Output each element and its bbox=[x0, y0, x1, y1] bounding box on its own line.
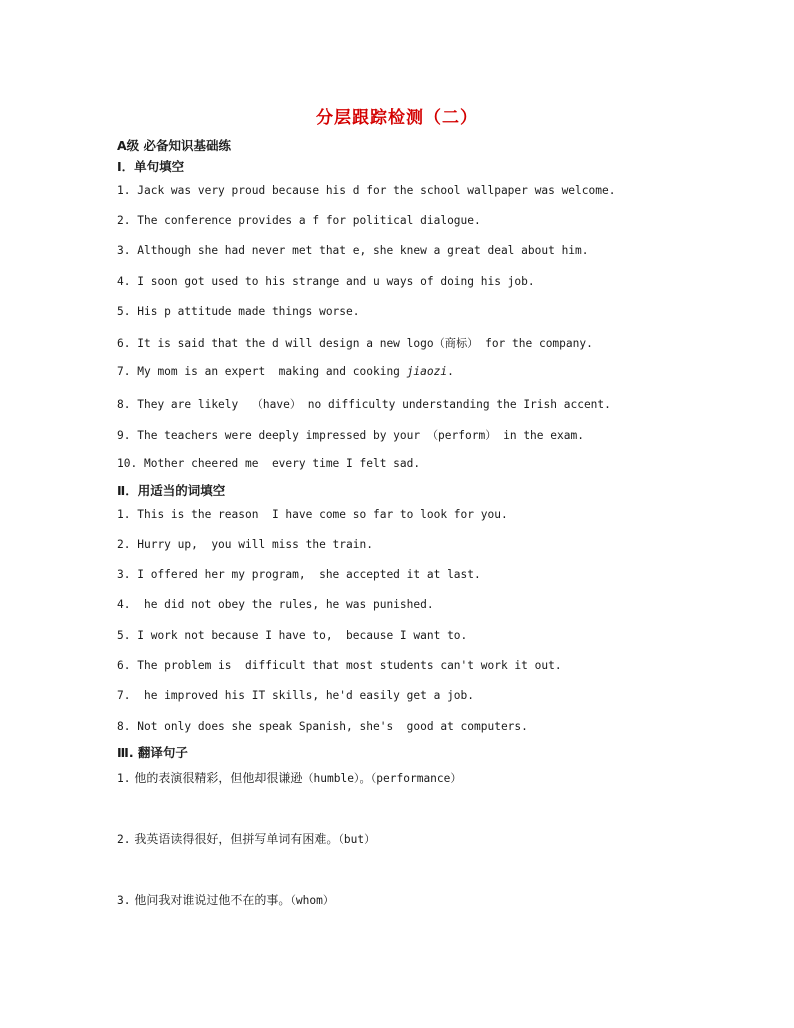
translation-chinese: 他问我对谁说过他不在的事。 bbox=[134, 893, 291, 907]
question-number: 2. bbox=[117, 833, 131, 846]
question-text: The teachers were deeply impressed by your （perform） in the exam. bbox=[137, 429, 584, 442]
question-number: 4. bbox=[117, 598, 131, 611]
question-number: 2. bbox=[117, 538, 131, 551]
question-2-6 bbox=[117, 659, 562, 672]
question-number: 6. bbox=[117, 659, 131, 672]
question-1-9 bbox=[117, 427, 584, 443]
question-2-3 bbox=[117, 568, 481, 581]
question-text: I work not because I have to, because I want to. bbox=[137, 629, 468, 642]
question-text: This is the reason I have come so far to look for you. bbox=[137, 508, 508, 521]
level-heading: A级 必备知识基础练 bbox=[117, 138, 232, 153]
question-number: 1. bbox=[117, 508, 131, 521]
question-2-2 bbox=[117, 538, 373, 551]
question-number: 7. bbox=[117, 689, 131, 702]
translation-hint: （but） bbox=[338, 833, 376, 846]
question-1-10 bbox=[117, 457, 420, 470]
question-number: 3. bbox=[117, 568, 131, 581]
question-text: The conference provides a f for political dialogue. bbox=[137, 214, 481, 227]
question-number: 1. bbox=[117, 772, 131, 785]
question-1-6 bbox=[117, 335, 593, 351]
question-text: His p attitude made things worse. bbox=[137, 305, 360, 318]
question-text: he did not obey the rules, he was punished. bbox=[137, 598, 434, 611]
section-heading-1: Ⅰ．单句填空 bbox=[117, 159, 185, 174]
translation-item-2 bbox=[117, 830, 375, 847]
question-2-8 bbox=[117, 720, 528, 733]
question-text-after: . bbox=[447, 365, 454, 378]
question-text: Mother cheered me every time I felt sad. bbox=[143, 457, 421, 470]
question-text: Jack was very proud because his d for the school wallpaper was welcome. bbox=[137, 184, 616, 197]
question-text: he improved his IT skills, he'd easily get a job. bbox=[137, 689, 475, 702]
question-number: 10. bbox=[117, 457, 138, 470]
question-number: 6. bbox=[117, 337, 131, 350]
question-number: 2. bbox=[117, 214, 131, 227]
question-number: 9. bbox=[117, 429, 131, 442]
question-text: The problem is difficult that most students can't work it out. bbox=[137, 659, 562, 672]
question-1-8 bbox=[117, 396, 611, 412]
question-text: Not only does she speak Spanish, she's good at computers. bbox=[137, 720, 528, 733]
question-number: 4. bbox=[117, 275, 131, 288]
question-text: My mom is an expert making and cooking bbox=[137, 365, 407, 378]
question-number: 5. bbox=[117, 305, 131, 318]
translation-chinese: 我英语读得很好，但拼写单词有困难。 bbox=[134, 832, 339, 846]
question-number: 7. bbox=[117, 365, 131, 378]
question-italic-word: jiaozi bbox=[406, 365, 448, 378]
question-1-4 bbox=[117, 275, 535, 288]
translation-hint: （whom） bbox=[290, 894, 335, 907]
question-number: 8. bbox=[117, 720, 131, 733]
section-heading-3: Ⅲ. 翻译句子 bbox=[117, 745, 188, 760]
translation-item-3 bbox=[117, 891, 334, 908]
question-1-7 bbox=[117, 365, 454, 378]
question-number: 3. bbox=[117, 894, 131, 907]
translation-hint: （humble）。（performance） bbox=[302, 772, 462, 785]
question-1-3 bbox=[117, 244, 589, 257]
section-heading-2: Ⅱ．用适当的词填空 bbox=[117, 483, 226, 498]
question-text: I soon got used to his strange and u ways of doing his job. bbox=[137, 275, 535, 288]
question-1-2 bbox=[117, 214, 481, 227]
question-1-5 bbox=[117, 305, 360, 318]
question-1-1 bbox=[117, 184, 615, 197]
question-number: 1. bbox=[117, 184, 131, 197]
question-2-1 bbox=[117, 508, 508, 521]
question-number: 5. bbox=[117, 629, 131, 642]
question-2-7 bbox=[117, 689, 474, 702]
question-text: Although she had never met that e, she knew a great deal about him. bbox=[137, 244, 589, 257]
question-number: 8. bbox=[117, 398, 131, 411]
page-title: 分层跟踪检测（二） bbox=[316, 108, 478, 128]
translation-item-1 bbox=[117, 769, 462, 786]
question-text: Hurry up, you will miss the train. bbox=[137, 538, 373, 551]
question-number: 3. bbox=[117, 244, 131, 257]
translation-chinese: 他的表演很精彩，但他却很谦逊 bbox=[134, 771, 303, 785]
question-text: It is said that the d will design a new logo（商标） for the company. bbox=[137, 337, 593, 350]
question-text: I offered her my program, she accepted it at last. bbox=[137, 568, 481, 581]
question-2-5 bbox=[117, 629, 467, 642]
question-text: They are likely （have） no difficulty understanding the Irish accent. bbox=[137, 398, 611, 411]
question-2-4 bbox=[117, 598, 434, 611]
